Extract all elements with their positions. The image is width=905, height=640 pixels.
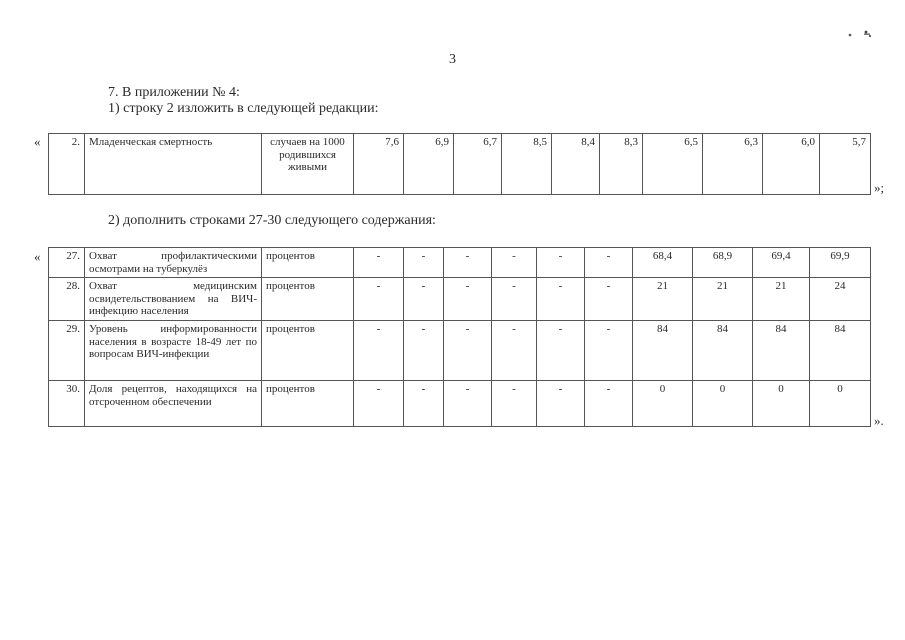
item-7-heading: 7. В приложении № 4:	[108, 85, 240, 100]
value-cell: -	[354, 278, 404, 321]
indicator-name: Доля рецептов, находящихся на отсроченном обеспечении	[85, 381, 262, 427]
value-cell: 21	[753, 278, 810, 321]
value-cell: -	[585, 278, 633, 321]
table-row	[49, 248, 871, 278]
value-cell: -	[404, 248, 444, 278]
value-cell: 84	[810, 321, 871, 381]
value-cell: -	[354, 381, 404, 427]
table-row	[49, 134, 871, 195]
value-cell: 68,9	[693, 248, 753, 278]
quote-close-2: ».	[874, 413, 884, 428]
value-cell: -	[585, 381, 633, 427]
value-cell: 0	[633, 381, 693, 427]
value-cell: -	[492, 321, 537, 381]
value-cell: -	[444, 278, 492, 321]
value-cell: 6,7	[454, 134, 502, 195]
subitem-2-text: 2) дополнить строками 27-30 следующего содержания:	[108, 213, 436, 228]
indicator-name: Охват медицинским освидетельствованием на ВИЧ-инфекцию населения	[85, 278, 262, 321]
value-cell: 5,7	[820, 134, 871, 195]
indicator-name: Младенческая смертность	[85, 134, 262, 195]
table-row	[49, 321, 871, 381]
value-cell: -	[492, 278, 537, 321]
value-cell: 69,4	[753, 248, 810, 278]
value-cell: 8,3	[600, 134, 643, 195]
quote-open-1: «	[34, 134, 41, 149]
unit-cell: процентов	[262, 278, 354, 321]
page-number: 3	[449, 52, 456, 67]
value-cell: 0	[693, 381, 753, 427]
table-row	[49, 381, 871, 427]
table-row-2-replacement	[48, 133, 871, 195]
value-cell: 68,4	[633, 248, 693, 278]
row-number: 2.	[49, 134, 85, 195]
value-cell: 8,5	[502, 134, 552, 195]
quote-open-2: «	[34, 249, 41, 264]
value-cell: 24	[810, 278, 871, 321]
value-cell: -	[404, 321, 444, 381]
value-cell: -	[492, 248, 537, 278]
value-cell: 0	[753, 381, 810, 427]
value-cell: 84	[633, 321, 693, 381]
value-cell: -	[354, 321, 404, 381]
row-number: 29.	[49, 321, 85, 381]
value-cell: -	[585, 321, 633, 381]
value-cell: 84	[753, 321, 810, 381]
value-cell: 6,9	[404, 134, 454, 195]
value-cell: 7,6	[354, 134, 404, 195]
table-rows-27-30	[48, 247, 871, 427]
value-cell: 69,9	[810, 248, 871, 278]
value-cell: -	[492, 381, 537, 427]
row-number: 28.	[49, 278, 85, 321]
value-cell: 6,0	[763, 134, 820, 195]
unit-cell: процентов	[262, 381, 354, 427]
value-cell: -	[404, 381, 444, 427]
value-cell: -	[444, 248, 492, 278]
unit-cell: случаев на 1000 родившихся живыми	[262, 134, 354, 195]
row-number: 30.	[49, 381, 85, 427]
value-cell: 21	[693, 278, 753, 321]
value-cell: 0	[810, 381, 871, 427]
value-cell: -	[537, 381, 585, 427]
value-cell: 84	[693, 321, 753, 381]
scan-artifact-mark	[846, 28, 886, 40]
value-cell: 6,3	[703, 134, 763, 195]
value-cell: -	[537, 248, 585, 278]
value-cell: -	[537, 321, 585, 381]
value-cell: -	[444, 381, 492, 427]
table-row	[49, 278, 871, 321]
value-cell: -	[404, 278, 444, 321]
value-cell: -	[354, 248, 404, 278]
unit-cell: процентов	[262, 321, 354, 381]
indicator-name: Охват профилактическими осмотрами на туберкулёз	[85, 248, 262, 278]
value-cell: -	[444, 321, 492, 381]
value-cell: -	[585, 248, 633, 278]
subitem-1-text: 1) строку 2 изложить в следующей редакции:	[108, 101, 379, 116]
indicator-name: Уровень информированности населения в возрасте 18-49 лет по вопросам ВИЧ-инфекции	[85, 321, 262, 381]
value-cell: 6,5	[643, 134, 703, 195]
unit-cell: процентов	[262, 248, 354, 278]
value-cell: 21	[633, 278, 693, 321]
value-cell: -	[537, 278, 585, 321]
value-cell: 8,4	[552, 134, 600, 195]
quote-close-1: »;	[874, 180, 885, 195]
row-number: 27.	[49, 248, 85, 278]
